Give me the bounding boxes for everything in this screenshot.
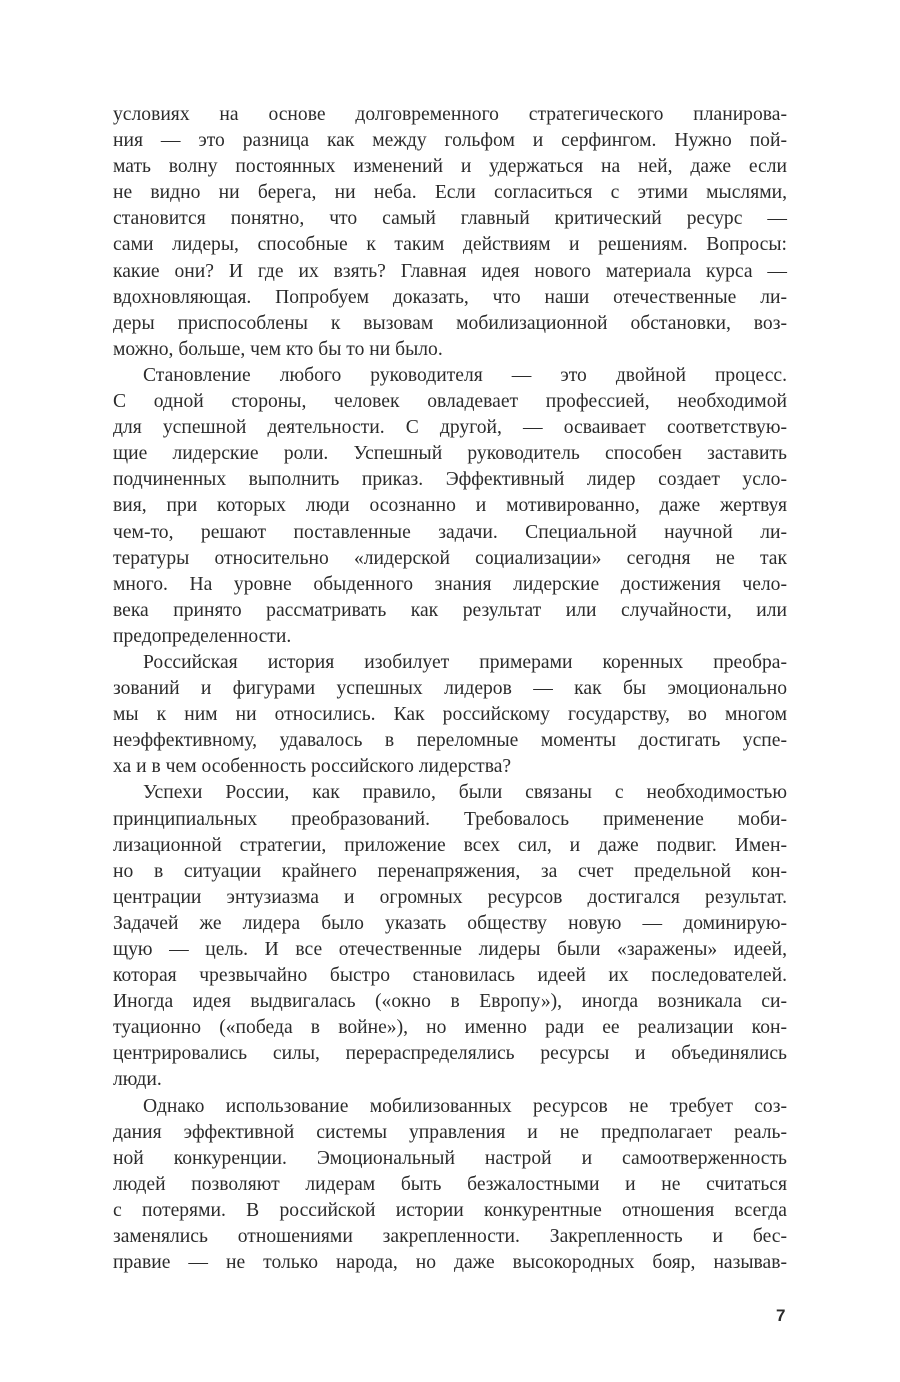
text-line: Задачей же лидера было указать обществу новую — доминирую- bbox=[113, 912, 787, 934]
text-line: становится понятно, что самый главный критический ресурс — bbox=[113, 208, 787, 230]
text-line: центрировались силы, перераспределялись ресурсы и объединялись bbox=[113, 1043, 787, 1065]
text-line: сами лидеры, способные к таким действиям и решениям. Вопросы: bbox=[113, 234, 787, 256]
text-line: мы к ним ни относились. Как российскому государству, во многом bbox=[113, 704, 787, 726]
text-line: с потерями. В российской истории конкурентные отношения всегда bbox=[113, 1199, 787, 1221]
text-line: центрации энтузиазма и огромных ресурсов достигался результат. bbox=[113, 886, 787, 908]
text-line: правие — не только народа, но даже высокородных бояр, называв- bbox=[113, 1252, 787, 1274]
text-line: Иногда идея выдвигалась («окно в Европу»), иногда возникала си- bbox=[113, 991, 787, 1013]
text-line: туационно («победа в войне»), но именно ради ее реализации кон- bbox=[113, 1017, 787, 1039]
text-line: ния — это разница как между гольфом и серфингом. Нужно пой- bbox=[113, 130, 787, 152]
text-line: вия, при которых люди осознанно и мотивированно, даже жертвуя bbox=[113, 495, 787, 517]
text-line: Успехи России, как правило, были связаны с необходимостью bbox=[143, 782, 787, 804]
text-line: людей позволяют лидерам быть безжалостными и не считаться bbox=[113, 1173, 787, 1195]
text-line: заменялись отношениями закрепленности. Закрепленность и бес- bbox=[113, 1226, 787, 1248]
text-line: условиях на основе долговременного стратегического планирова- bbox=[113, 104, 787, 125]
text-line: Становление любого руководителя — это двойной процесс. bbox=[143, 364, 787, 386]
body-text bbox=[113, 102, 787, 1276]
text-line: подчиненных выполнить приказ. Эффективный лидер создает усло- bbox=[113, 469, 787, 491]
text-line: С одной стороны, человек овладевает профессией, необходимой bbox=[113, 391, 787, 413]
text-line: какие они? И где их взять? Главная идея нового материала курса — bbox=[113, 260, 787, 282]
text-line: не видно ни берега, ни неба. Если согласиться с этими мыслями, bbox=[113, 182, 787, 204]
text-line: щую — цель. И все отечественные лидеры были «заражены» идеей, bbox=[113, 939, 787, 960]
paragraph bbox=[113, 1094, 787, 1277]
text-line: принципиальных преобразований. Требовалось применение моби- bbox=[113, 808, 787, 830]
text-line: неэффективному, удавалось в переломные моменты достигать успе- bbox=[113, 730, 787, 752]
text-line: можно, больше, чем кто бы то ни было. bbox=[113, 338, 443, 360]
page-number: 7 bbox=[776, 1306, 786, 1325]
text-line: которая чрезвычайно быстро становилась идеей их последователей. bbox=[113, 965, 787, 987]
text-line: зований и фигурами успешных лидеров — как бы эмоционально bbox=[113, 678, 787, 700]
text-line: лизационной стратегии, приложение всех сил, и даже подвиг. Имен- bbox=[113, 834, 787, 856]
text-line: деры приспособлены к вызовам мобилизационной обстановки, воз- bbox=[113, 312, 787, 334]
text-line: много. На уровне обыденного знания лидерские достижения чело- bbox=[113, 573, 787, 595]
paragraph bbox=[113, 363, 787, 650]
text-line: вдохновляющая. Попробуем доказать, что наши отечественные ли- bbox=[113, 286, 787, 308]
text-line: дания эффективной системы управления и не предполагает реаль- bbox=[113, 1121, 787, 1143]
text-line: для успешной деятельности. С другой, — осваивает соответствую- bbox=[113, 417, 787, 439]
text-line: но в ситуации крайнего перенапряжения, за счет предельной кон- bbox=[113, 860, 787, 882]
text-line: тературы относительно «лидерской социализации» сегодня не так bbox=[113, 547, 787, 569]
text-line: ха и в чем особенность российского лидерства? bbox=[113, 756, 512, 778]
paragraph bbox=[113, 102, 787, 363]
text-line: щие лидерские роли. Успешный руководитель способен заставить bbox=[113, 443, 787, 465]
text-line: Российская история изобилует примерами коренных преобра- bbox=[143, 651, 787, 673]
text-line: Однако использование мобилизованных ресурсов не требует соз- bbox=[143, 1095, 787, 1117]
text-line: чем-то, решают поставленные задачи. Специальной научной ли- bbox=[113, 521, 787, 543]
text-line: ной конкуренции. Эмоциональный настрой и самоотверженность bbox=[113, 1147, 787, 1169]
text-line: предопределенности. bbox=[113, 625, 292, 647]
paragraph bbox=[113, 650, 787, 780]
text-line: люди. bbox=[113, 1069, 162, 1091]
paragraph bbox=[113, 780, 787, 1093]
text-line: мать волну постоянных изменений и удержаться на ней, даже если bbox=[113, 156, 787, 178]
text-line: века принято рассматривать как результат или случайности, или bbox=[113, 599, 787, 621]
